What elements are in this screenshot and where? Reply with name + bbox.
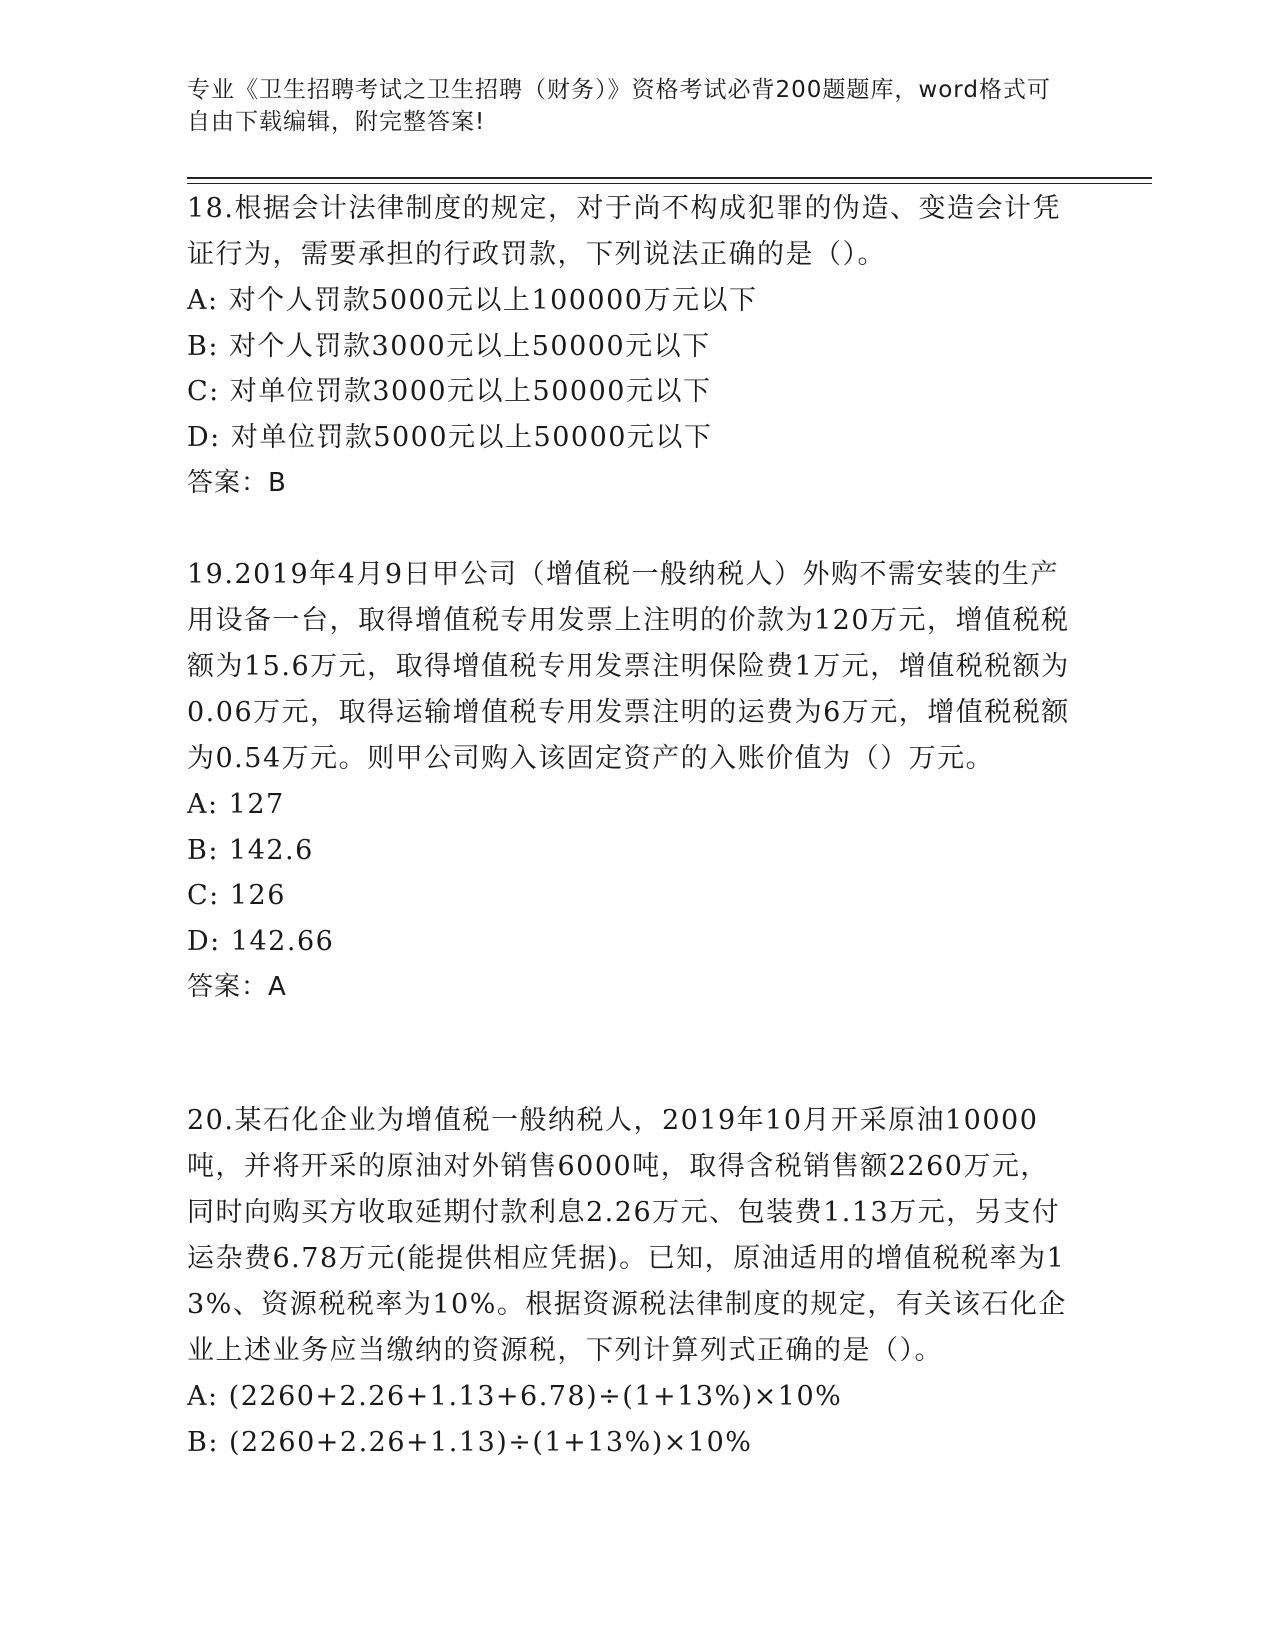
option-d: D: 142.66 [187, 925, 335, 957]
answer-label: 答案：B [187, 468, 287, 498]
option-a: A: 127 [187, 789, 285, 820]
option-c: C: 126 [187, 880, 286, 911]
question-text: 18.根据会计法律制度的规定，对于尚不构成犯罪的伪造、变造会计凭证行为，需要承担的行政罚款，下列说法正确的是（）。 [187, 193, 1061, 270]
option-b: B: 142.6 [187, 834, 314, 866]
document-header-title: 专业《卫生招聘考试之卫生招聘（财务）》资格考试必背200题题库，word格式可自由下载编辑，附完整答案! [187, 77, 1051, 135]
question-19 [187, 552, 1077, 1010]
option-b: B: (2260+2.26+1.13)÷(1+13%)×10% [187, 1426, 753, 1458]
option-b: B: 对个人罚款3000元以上50000元以下 [187, 330, 711, 362]
header-divider-thick [187, 177, 1152, 179]
question-text: 19.2019年4月9日甲公司（增值税一般纳税人）外购不需安装的生产用设备一台，取得增值税专用发票上注明的价款为120万元，增值税税额为15.6万元，取得增值税专用发票注明保险费1万元，增值税税额为0.06万元，取得运输增值税专用发票注明的运费为6万元，增值税税额为0.54万元。则甲公司购入该固定资产的入账价值为（）万元。 [187, 559, 1070, 774]
question-text: 20.某石化企业为增值税一般纳税人，2019年10月开采原油10000吨，并将开采的原油对外销售6000吨，取得含税销售额2260万元，同时向购买方收取延期付款利息2.26万元、包装费1.13万元，另支付运杂费6.78万元(能提供相应凭据)。已知，原油适用的增值税税率为13%、资源税税率为10%。根据资源税法律制度的规定，有关该石化企业上述业务应当缴纳的资源税，下列计算列式正确的是（）。 [187, 1105, 1067, 1366]
option-a: A: 对个人罚款5000元以上100000万元以下 [187, 285, 758, 316]
option-c: C: 对单位罚款3000元以上50000元以下 [187, 376, 712, 407]
option-d: D: 对单位罚款5000元以上50000元以下 [187, 421, 713, 453]
question-20 [187, 1098, 1077, 1465]
header-divider-thin [187, 183, 1152, 184]
answer-label: 答案：A [187, 972, 287, 1002]
question-18 [187, 186, 1077, 506]
option-a: A: (2260+2.26+1.13+6.78)÷(1+13%)×10% [187, 1381, 843, 1412]
